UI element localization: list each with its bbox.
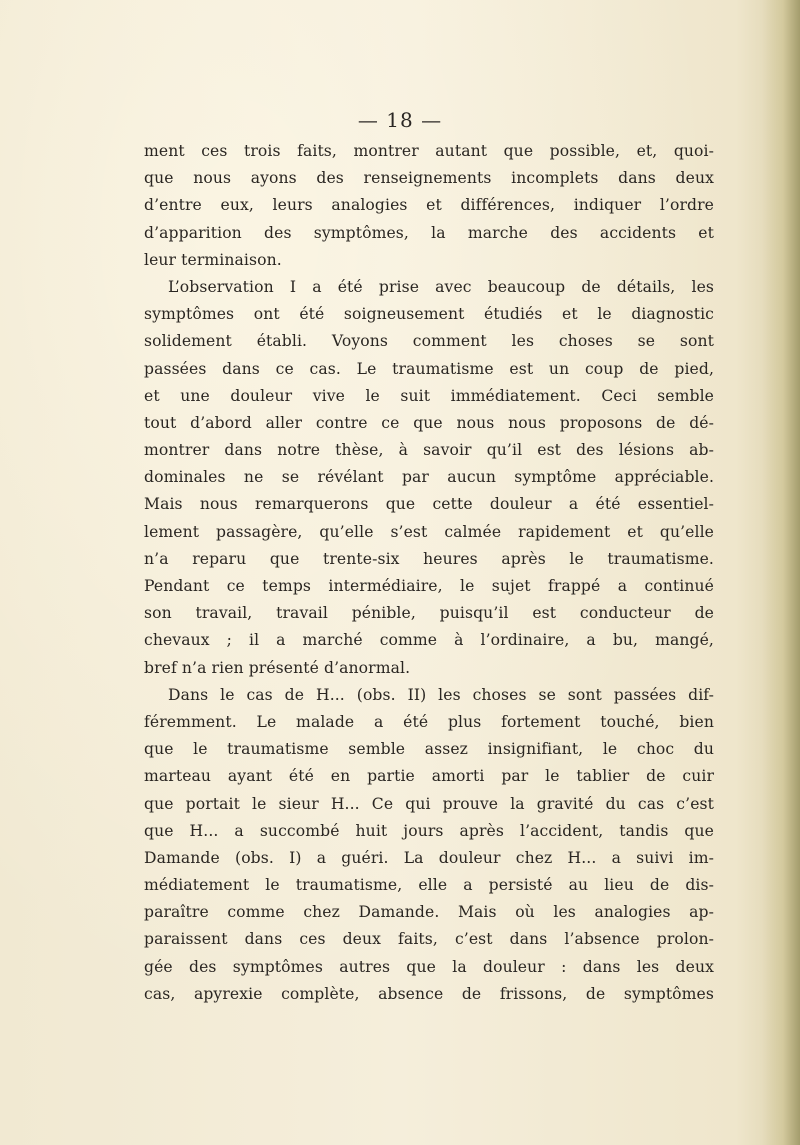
text-line: d’entre eux, leurs analogies et différences, indiquer l’ordre bbox=[144, 196, 714, 215]
text-line: cas, apyrexie complète, absence de frissons, de symptômes bbox=[144, 984, 714, 1003]
text-line: féremment. Le malade a été plus fortement touché, bien bbox=[144, 712, 714, 731]
text-line: solidement établi. Voyons comment les choses se sont bbox=[144, 332, 714, 351]
page-number: — 18 — bbox=[357, 108, 443, 132]
text-line: médiatement le traumatisme, elle a persisté au lieu de dis- bbox=[144, 876, 714, 895]
text-line: n’a reparu que trente-six heures après le traumatisme. bbox=[144, 549, 714, 568]
text-line: lement passagère, qu’elle s’est calmée rapidement et qu’elle bbox=[144, 522, 714, 541]
text-line: tout d’abord aller contre ce que nous nous proposons de dé- bbox=[144, 413, 714, 432]
text-line: leur terminaison. bbox=[144, 250, 282, 269]
text-line: son travail, travail pénible, puisqu’il est conducteur de bbox=[144, 604, 714, 623]
text-line: paraître comme chez Damande. Mais où les analogies ap- bbox=[144, 903, 714, 922]
text-line: dominales ne se révélant par aucun symptôme appréciable. bbox=[144, 468, 714, 487]
text-line: Mais nous remarquerons que cette douleur a été essentiel- bbox=[144, 495, 714, 514]
text-line: bref n’a rien présenté d’anormal. bbox=[144, 658, 411, 677]
text-line: que portait le sieur H... Ce qui prouve la gravité du cas c’est bbox=[144, 794, 714, 813]
text-line: que le traumatisme semble assez insignifiant, le choc du bbox=[144, 740, 714, 759]
text-line: que nous ayons des renseignements incomplets dans deux bbox=[144, 169, 714, 188]
text-line: marteau ayant été en partie amorti par le tablier de cuir bbox=[144, 767, 714, 786]
text-line: d’apparition des symptômes, la marche des accidents et bbox=[144, 223, 714, 242]
text-line: L’observation I a été prise avec beaucoup de détails, les bbox=[168, 277, 714, 296]
text-line: montrer dans notre thèse, à savoir qu’il est des lésions ab- bbox=[144, 441, 714, 460]
text-line: gée des symptômes autres que la douleur : dans les deux bbox=[144, 957, 714, 976]
text-line: que H... a succombé huit jours après l’accident, tandis que bbox=[144, 821, 714, 840]
body-text bbox=[144, 138, 714, 1008]
text-line: Dans le cas de H... (obs. II) les choses se sont passées dif- bbox=[168, 685, 714, 704]
text-line: chevaux ; il a marché comme à l’ordinaire, a bu, mangé, bbox=[144, 631, 714, 650]
text-line: ment ces trois faits, montrer autant que possible, et, quoi- bbox=[144, 142, 714, 160]
text-line: Pendant ce temps intermédiaire, le sujet frappé a continué bbox=[144, 577, 714, 595]
text-line: Damande (obs. I) a guéri. La douleur chez H... a suivi im- bbox=[144, 848, 714, 867]
text-line: paraissent dans ces deux faits, c’est dans l’absence prolon- bbox=[144, 930, 714, 949]
page-edge-stain bbox=[762, 0, 800, 1145]
text-line: et une douleur vive le suit immédiatement. Ceci semble bbox=[144, 386, 714, 405]
text-line: symptômes ont été soigneusement étudiés et le diagnostic bbox=[144, 305, 714, 324]
text-line: passées dans ce cas. Le traumatisme est un coup de pied, bbox=[144, 359, 714, 378]
